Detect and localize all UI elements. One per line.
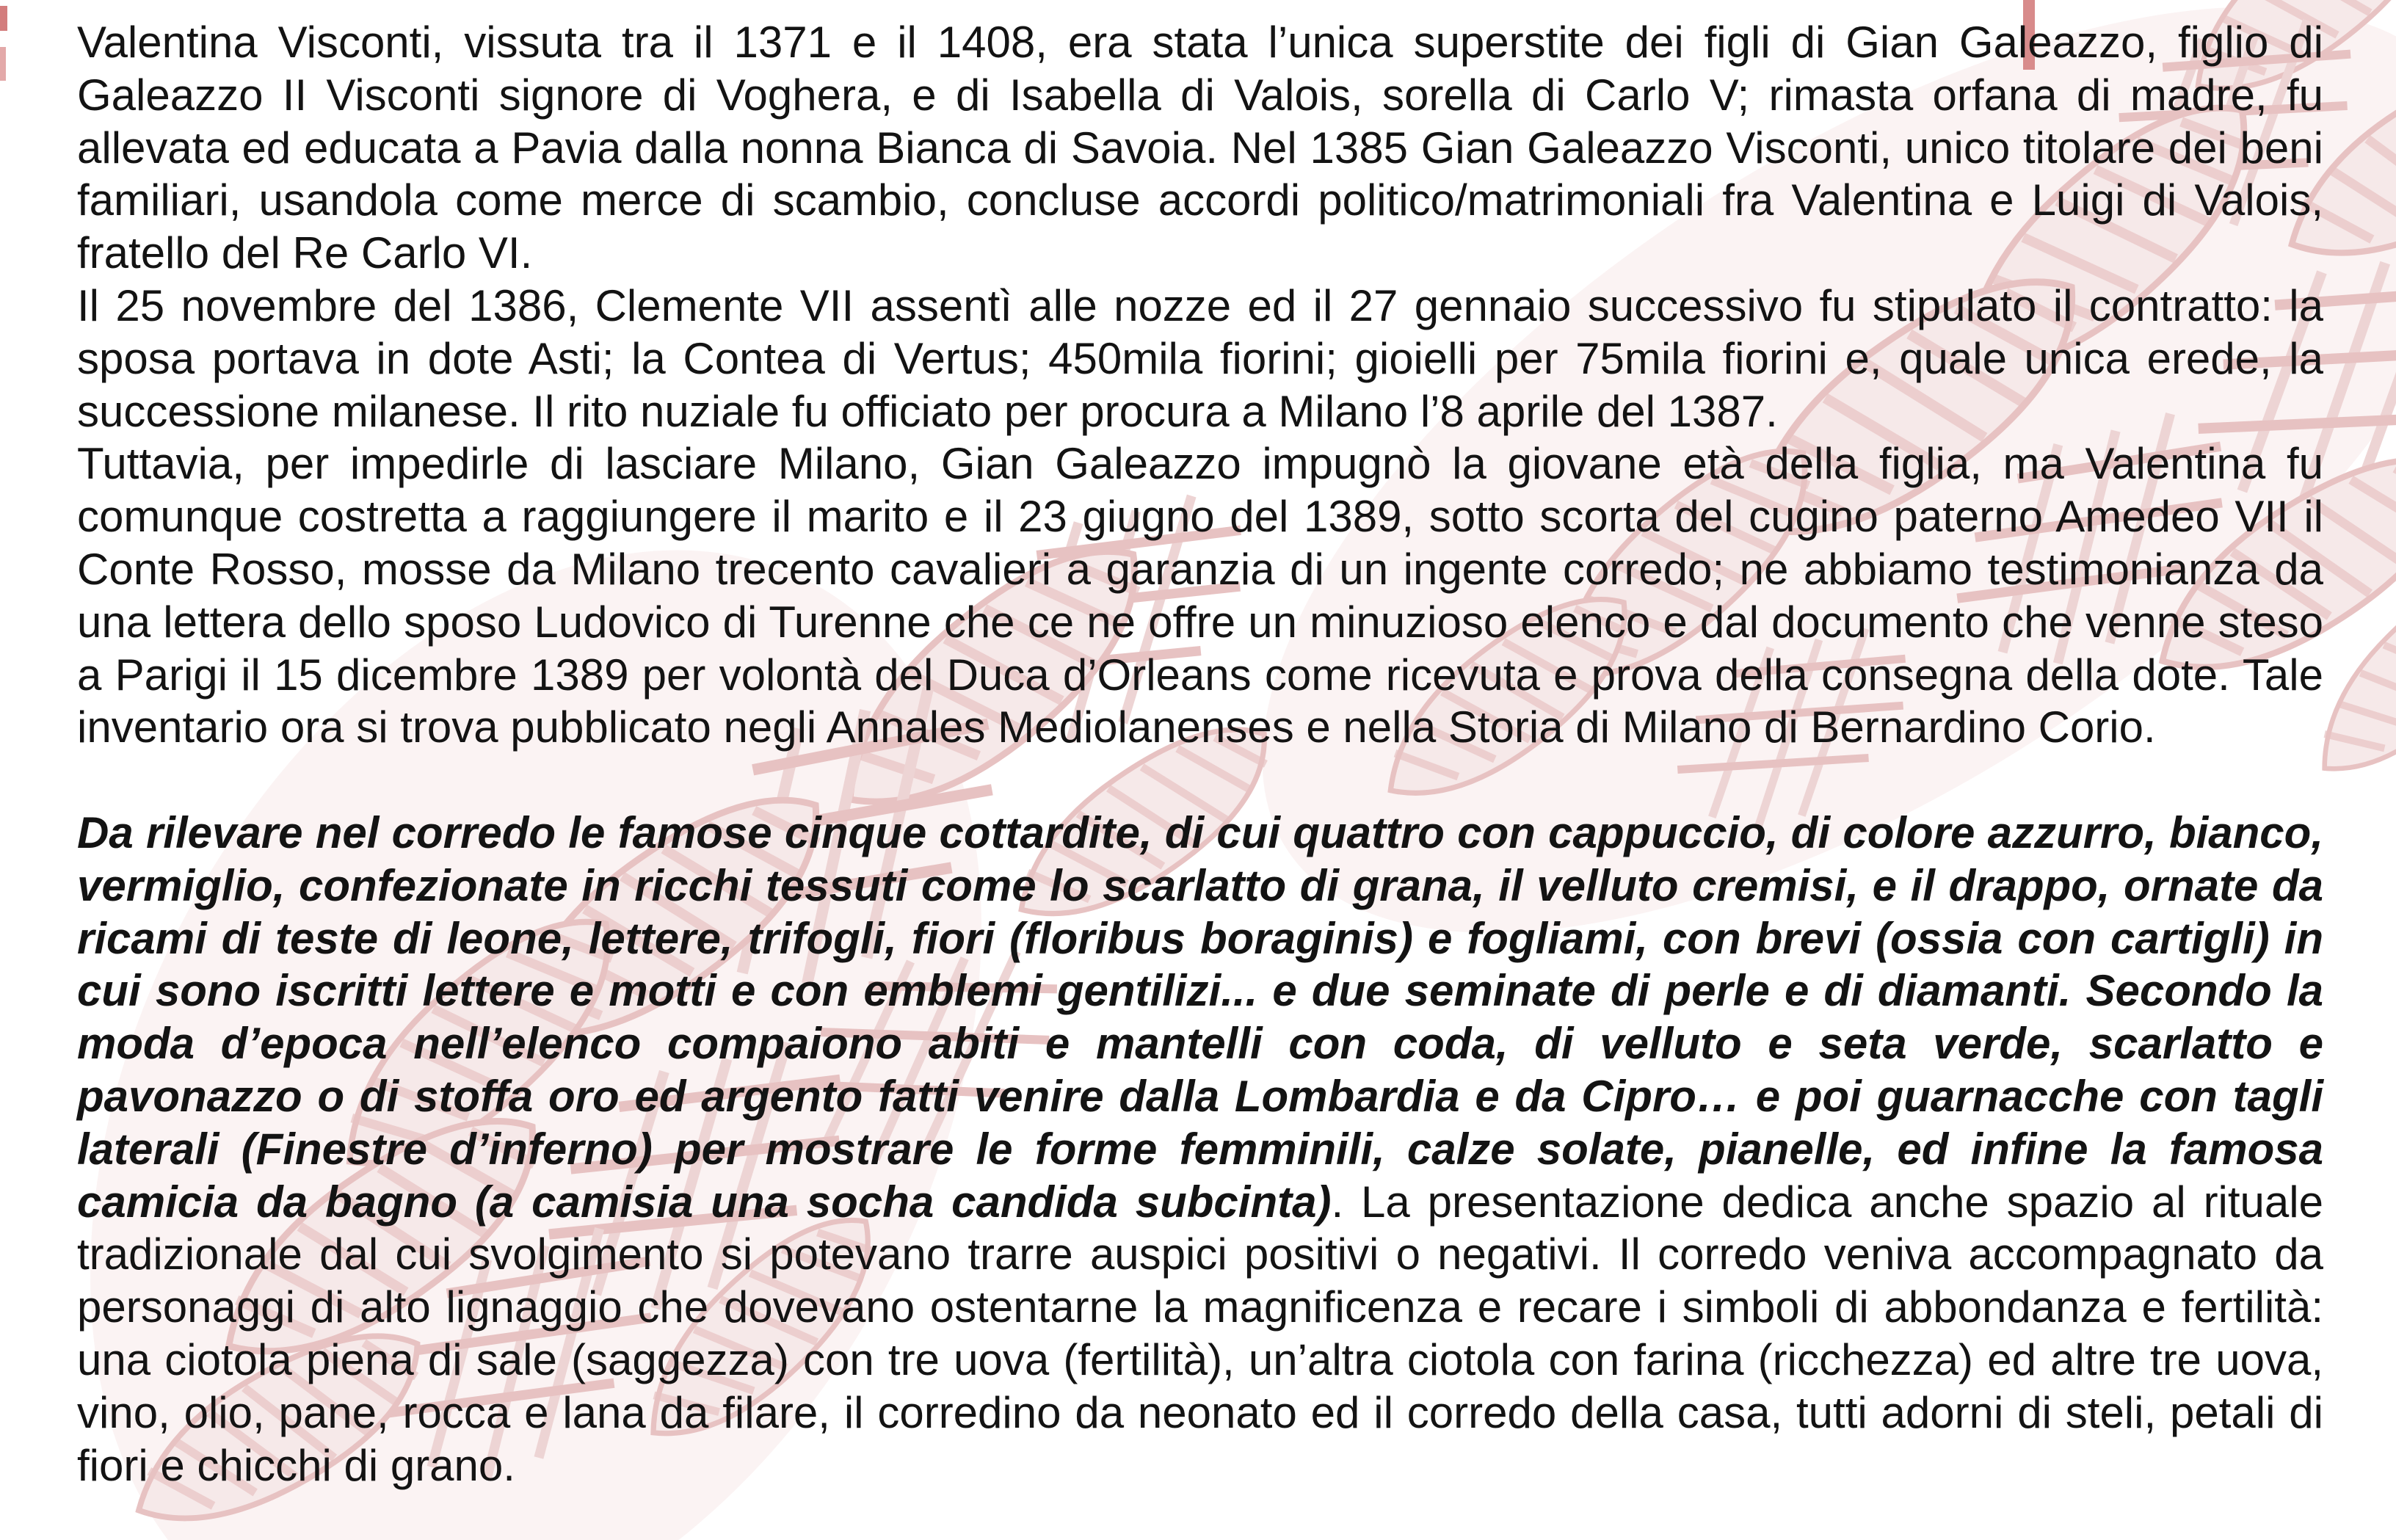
paragraph-wedding-contract: Il 25 novembre del 1386, Clemente VII assentì alle nozze ed il 27 gennaio successivo fu stipulato il contratto: la sposa portava in dote Asti; la Contea di Vertus; 450mila fiorini; gioielli per 75mila fiorini e, quale unica erede, la successione milanese. Il rito nuziale fu officiato per procura a Milano l’8 aprile del 1387. [77,280,2323,436]
paragraph-dowry-journey: Tuttavia, per impedirle di lasciare Milano, Gian Galeazzo impugnò la giovane età della figlia, ma Valentina fu comunque costretta a raggiungere il marito e il 23 giugno del 1389, sotto scorta del cugino paterno Amedeo VII il Conte Rosso, mosse da Milano trecento cavalieri a garanzia di un ingente corredo; ne abbiamo testimonianza da una lettera dello sposo Ludovico di Turenne che ce ne offre un minuzioso elenco e dal documento che venne steso a Parigi il 15 dicembre 1389 per volontà del Duca d’Orleans come ricevuta e prova della consegna della dote. Tale inventario ora si trova pubblicato negli Annales Mediolanenses e nella Storia di Milano di Bernardino Corio. [77,439,2323,752]
trousseau-emphasis-text: Da rilevare nel corredo le famose cinque cottardite, di cui quattro con cappuccio, di colore azzurro, bianco, vermiglio, confezionate in ricchi tessuti come lo scarlatto di grana, il velluto cremisi, e il drappo, ornate da ricami di teste di leone, lettere, trifogli, fiori (floribus boraginis) e fogliami, con brevi (ossia con cartigli) in cui sono iscritti lettere e motti e con emblemi gentilizi... e due seminate di perle e di diamanti. Secondo la moda d’epoca nell’elenco compaiono abiti e mantelli con coda, di velluto e seta verde, scarlatto e pavonazzo o di stoffa oro ed argento fatti venire dalla Lombardia e da Cipro… e poi guarnacche con tagli laterali (Finestre d’inferno) per mostrare le forme femminili, calze solate, pianelle, ed infine la famosa camicia da bagno (a camisia una socha candida subcinta) [77,807,2323,1227]
paragraph-trousseau [77,807,2323,1492]
paragraph-biography: Valentina Visconti, vissuta tra il 1371 e il 1408, era stata l’unica superstite dei figli di Gian Galeazzo, figlio di Galeazzo II Visconti signore di Voghera, e di Isabella di Valois, sorella di Carlo V; rimasta orfana di madre, fu allevata ed educata a Pavia dalla nonna Bianca di Savoia. Nel 1385 Gian Galeazzo Visconti, unico titolare dei beni familiari, usandola come merce di scambio, concluse accordi politico/matrimoniali fra Valentina e Luigi di Valois, fratello del Re Carlo VI. [77,18,2323,278]
trousseau-normal-text: . La presentazione dedica anche spazio al rituale tradizionale dal cui svolgimento si potevano trarre auspici positivi o negativi. Il corredo veniva accompagnato da personaggi di alto lignaggio che dovevano ostentarne la magnificenza e recare i simboli di abbondanza e fertilità: una ciotola piena di sale (saggezza) con tre uova (fertilità), un’altra ciotola con farina (ricchezza) ed altre tre uova, vino, olio, pane, rocca e lana da filare, il corredino da neonato ed il corredo della casa, tutti adorni di steli, petali di fiori e chicchi di grano. [77,1177,2323,1490]
